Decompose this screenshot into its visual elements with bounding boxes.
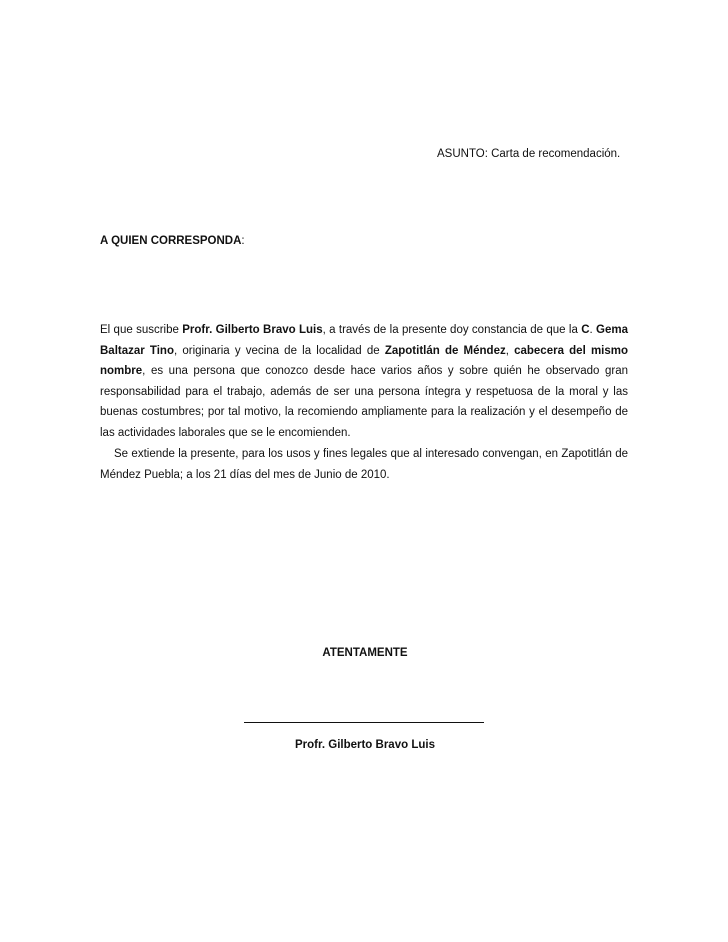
p1-text-6: , es una persona que conozco desde hace varios años y sobre quién he observado gran responsabilidad para el trabajo, además de ser una persona íntegra y respetuosa de la moral y las buenas costumbres; por tal motivo, la recomiendo ampliamente para la realización y el desempeño de las actividades laborales que se le encomienden. xyxy=(100,365,628,439)
p1-text-4: , originaria y vecina de la localidad de xyxy=(173,344,385,357)
citizen-abbrev: C xyxy=(581,324,590,336)
p1-text-3: . xyxy=(589,324,597,336)
salutation xyxy=(100,235,245,247)
closing-text: ATENTAMENTE xyxy=(322,647,408,659)
p1-text-1: El que suscribe xyxy=(100,324,183,336)
subject-line: ASUNTO: Carta de recomendación. xyxy=(437,148,621,160)
recommended-person-name: Gema Baltazar Tino xyxy=(100,324,629,357)
signer-name: Profr. Gilberto Bravo Luis xyxy=(295,739,435,751)
p2-text: Se extiende la presente, para los usos y fines legales que al interesado convengan, en Zapotitlán de Méndez Puebla; a los 21 días del mes de Junio de 2010. xyxy=(100,448,628,481)
locality-name: Zapotitlán de Méndez xyxy=(384,344,506,357)
recommendation-paragraph xyxy=(100,320,628,443)
salutation-text: A QUIEN CORRESPONDA xyxy=(100,235,242,247)
p1-text-5: , xyxy=(505,344,515,357)
locality-note: cabecera del mismo nombre xyxy=(100,344,629,377)
signer-name-inline: Profr. Gilberto Bravo Luis xyxy=(182,324,323,336)
salutation-colon: : xyxy=(241,235,245,247)
p1-text-2: , a través de la presente doy constancia de que la xyxy=(322,324,582,336)
issuance-paragraph xyxy=(100,444,628,485)
signature-line xyxy=(244,722,484,723)
